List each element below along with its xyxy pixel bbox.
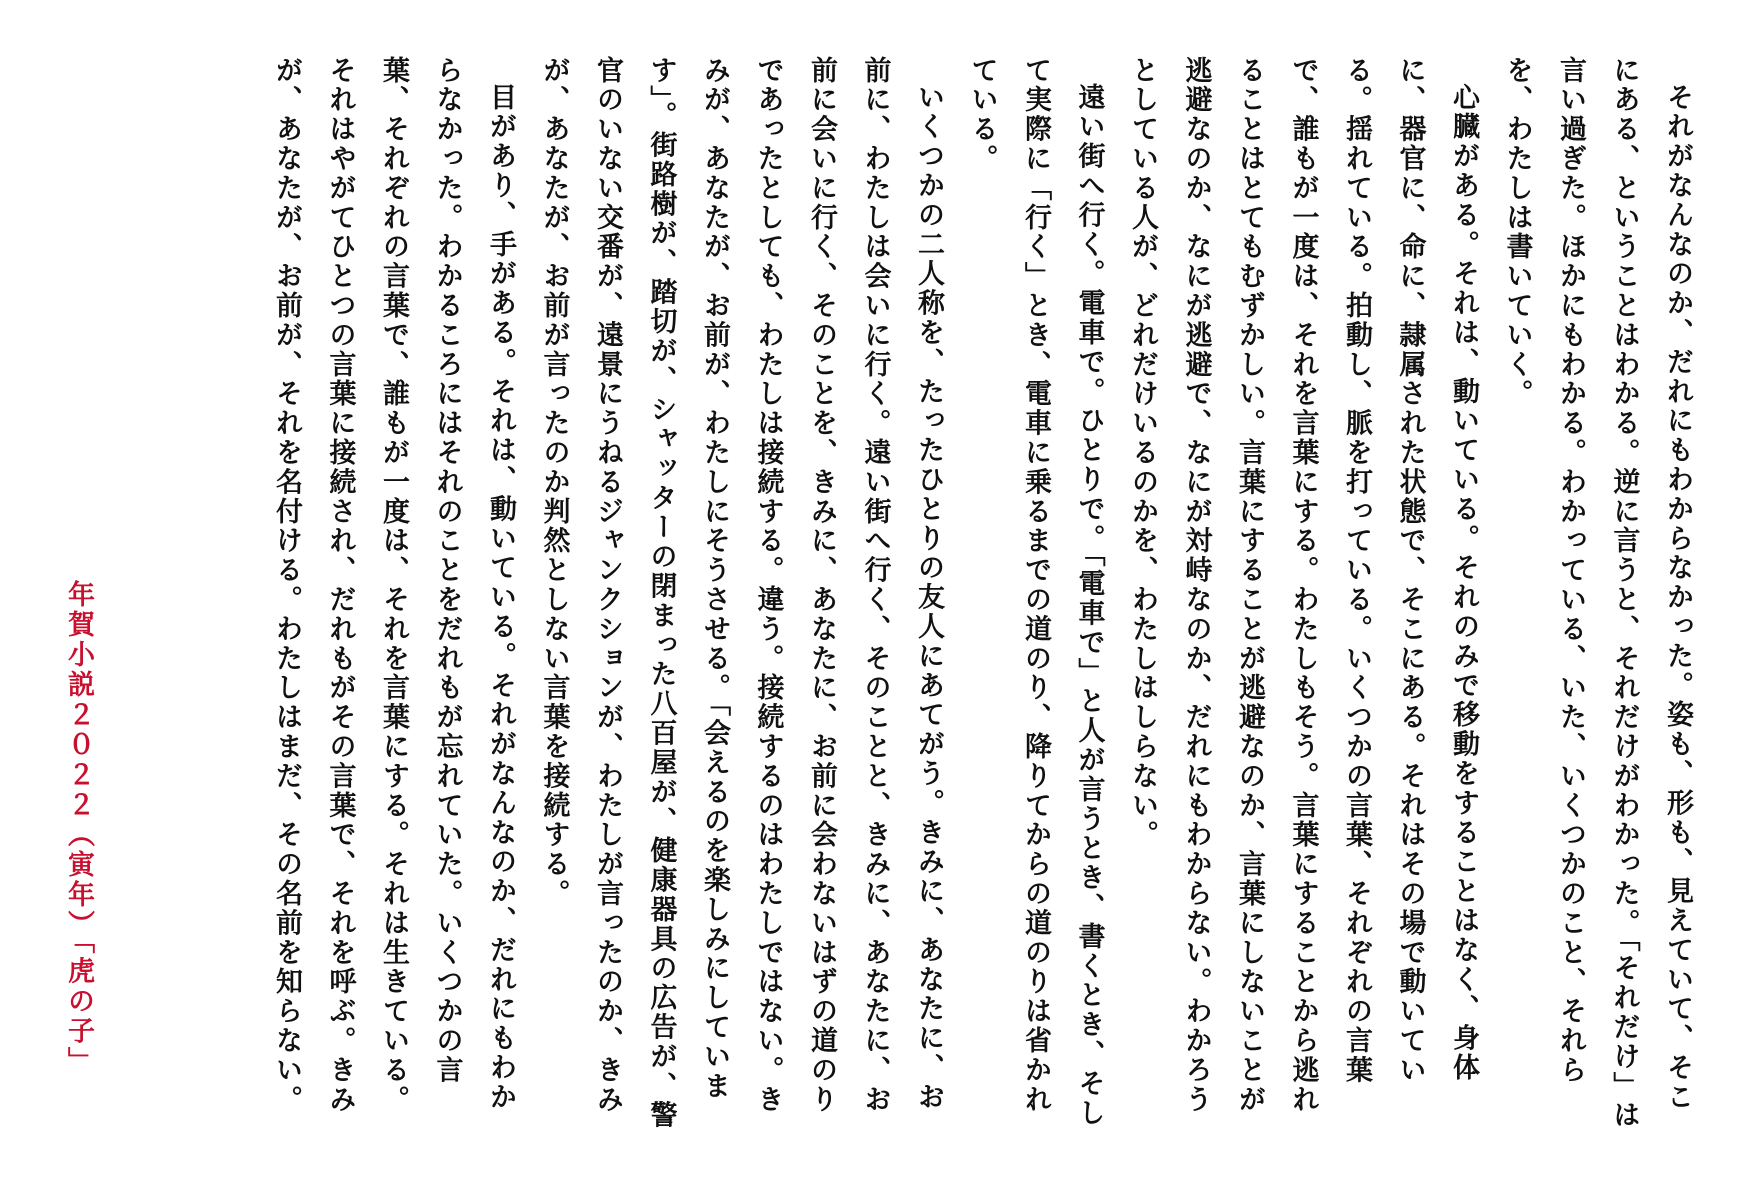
paragraph-4: いくつかの二人称を、たったひとりの友人にあてがう。きみに、あなたに、お前に、わたしは会いに行く。遠い街へ行く、そのことと、きみに、あなたに、お前に会いに行く、そのことを、きみに、あなたに、お前に会わないはずの道のりであったとしても、わたしは接続する。違う。接続するのはわたしではない。きみが、あなたが、お前が、わたしにそうさせる。「会えるのを楽しみにしています」。街路樹が、踏切が、シャッターの閉まった八百屋が、健康器具の広告が、警官のいない交番が、遠景にうねるジャンクションが、わたしが言ったのか、きみが、あなたが、お前が言ったのか判然としない言葉を接続する。: [538, 56, 944, 1131]
paragraph-3: 遠い街へ行く。電車で。ひとりで。「電車で」と人が言うとき、書くとき、そして実際に「行く」とき、電車に乗るまでの道のり、降りてからの道のりは省かれている。: [966, 56, 1105, 1128]
paragraph-5: 目があり、手がある。それは、動いている。それがなんなのか、だれにもわからなかった。わかるころにはそれのことをだれもが忘れていた。いくつかの言葉、それぞれの言葉で、誰もが一度は、それを言葉にする。それは生きている。それはやがてひとつの言葉に接続され、だれもがその言葉で、それを呼ぶ。きみが、あなたが、お前が、それを名付ける。わたしはまだ、その名前を知らない。: [271, 56, 516, 1115]
paragraph-2: 心臓がある。それは、動いている。それのみで移動をすることはなく、身体に、器官に、命に、隷属された状態で、そこにある。それはその場で動いている。揺れている。拍動し、脈を打っている。いくつかの言葉、それぞれの言葉で、誰もが一度は、それを言葉にする。わたしもそう。言葉にすることから逃れることはとてもむずかしい。言葉にすることが逃避なのか、言葉にしないことが逃避なのか、なにが逃避で、なにが対峙なのか、だれにもわからない。わかろうとしている人が、どれだけいるのかを、わたしはしらない。: [1127, 56, 1479, 1115]
paragraph-1: それがなんなのか、だれにもわからなかった。姿も、形も、見えていて、そこにある、ということはわかる。逆に言うと、それだけがわかった。「それだけ」は言い過ぎた。ほかにもわかる。わかっている、いた、いくつかのこと、それらを、わたしは書いていく。: [1501, 56, 1693, 1131]
story-body: [104, 56, 1704, 1136]
title-signature: 年賀小説２０２２（寅年）「虎の子」: [63, 580, 94, 1077]
